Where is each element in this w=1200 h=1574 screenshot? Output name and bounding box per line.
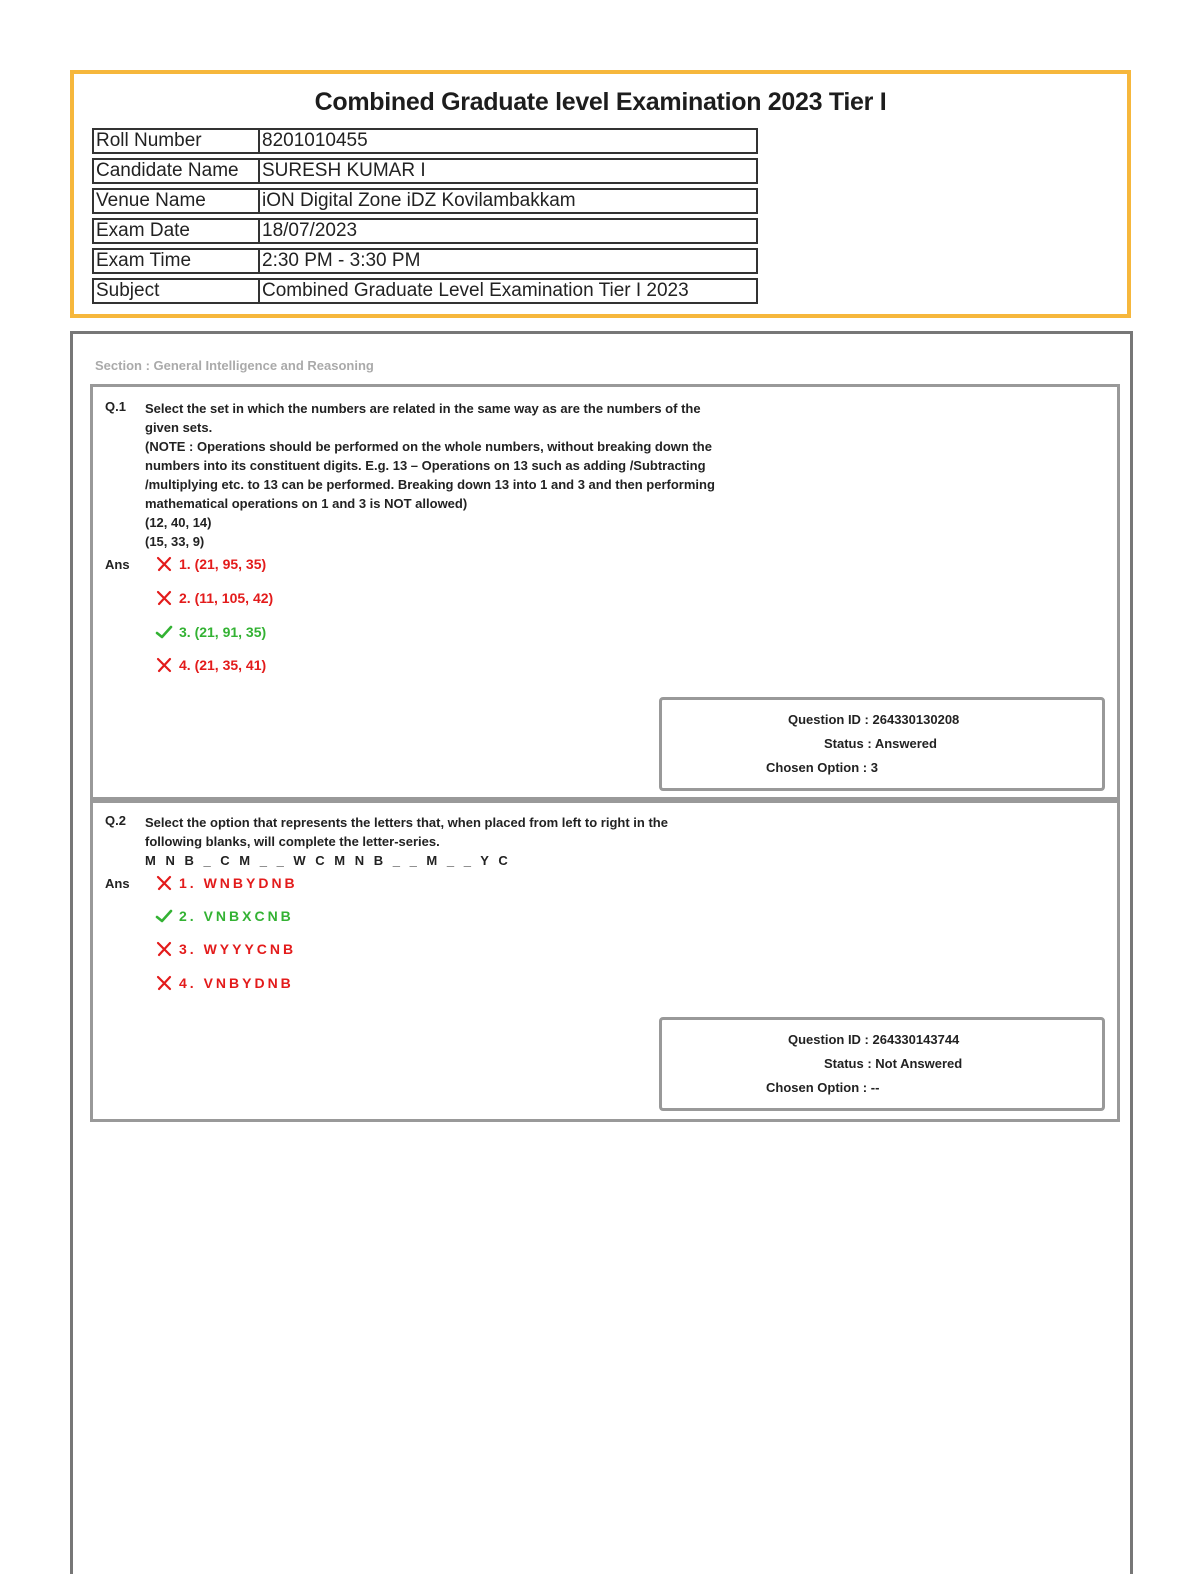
venue-name-label: Venue Name <box>92 188 260 214</box>
question-text-line: (12, 40, 14) <box>145 515 212 530</box>
cross-icon <box>155 555 173 573</box>
option-text: 4. (21, 35, 41) <box>179 657 267 673</box>
table-row <box>92 278 758 304</box>
question-card <box>90 384 1120 800</box>
option-3 <box>155 623 266 641</box>
option-2 <box>155 589 273 607</box>
status-value: Not Answered <box>875 1056 963 1071</box>
option-4 <box>155 656 266 674</box>
question-number: Q.1 <box>105 399 126 414</box>
question-id-value: 264330143744 <box>872 1032 960 1047</box>
status-value: Answered <box>874 736 937 751</box>
check-icon <box>155 907 173 925</box>
question-text-line: /multiplying etc. to 13 can be performed. Breaking down 13 into 1 and 3 and then performing <box>145 477 715 492</box>
question-text <box>145 813 825 870</box>
response-sheet <box>70 331 1133 1574</box>
subject-label: Subject <box>92 278 260 304</box>
venue-name-value: iON Digital Zone iDZ Kovilambakkam <box>260 188 758 214</box>
question-card <box>90 800 1120 1122</box>
roll-number-label: Roll Number <box>92 128 260 154</box>
question-number: Q.2 <box>105 813 126 828</box>
option-text: 4. VNBYDNB <box>179 975 294 991</box>
question-id-label: Question ID : <box>788 712 869 727</box>
cross-icon <box>155 974 173 992</box>
ans-label: Ans <box>105 876 130 891</box>
table-row <box>92 218 758 244</box>
chosen-option-value: 3 <box>870 760 878 775</box>
candidate-header <box>70 70 1131 318</box>
question-text-line: (15, 33, 9) <box>145 534 205 549</box>
option-text: 2. VNBXCNB <box>179 908 294 924</box>
question-meta <box>659 1017 1105 1111</box>
question-text-line: Select the set in which the numbers are related in the same way as are the numbers of the <box>145 401 701 416</box>
cross-icon <box>155 874 173 892</box>
exam-date-label: Exam Date <box>92 218 260 244</box>
chosen-option <box>766 1080 879 1095</box>
section-name: General Intelligence and Reasoning <box>153 358 374 373</box>
section-prefix: Section : <box>95 358 154 373</box>
option-1 <box>155 874 298 892</box>
option-2 <box>155 907 294 925</box>
exam-time-value: 2:30 PM - 3:30 PM <box>260 248 758 274</box>
status <box>824 1056 962 1071</box>
option-text: 2. (11, 105, 42) <box>179 590 274 606</box>
question-id-value: 264330130208 <box>872 712 960 727</box>
question-text-line: given sets. <box>145 420 213 435</box>
status-label: Status : <box>824 1056 872 1071</box>
chosen-option <box>766 760 878 775</box>
cross-icon <box>155 589 173 607</box>
ans-label: Ans <box>105 557 130 572</box>
question-text-line: following blanks, will complete the letter-series. <box>145 834 440 849</box>
option-4 <box>155 974 294 992</box>
question-text <box>145 399 825 551</box>
section-label <box>95 358 374 373</box>
cross-icon <box>155 940 173 958</box>
table-row <box>92 248 758 274</box>
exam-time-label: Exam Time <box>92 248 260 274</box>
question-id <box>788 1032 959 1047</box>
cross-icon <box>155 656 173 674</box>
candidate-name-label: Candidate Name <box>92 158 260 184</box>
question-text-line: M N B _ C M _ _ W C M N B _ _ M _ _ Y C <box>145 853 511 868</box>
status-label: Status : <box>824 736 872 751</box>
candidate-info-table <box>92 124 758 308</box>
table-row <box>92 188 758 214</box>
option-text: 1. (21, 95, 35) <box>179 556 267 572</box>
chosen-option-label: Chosen Option : <box>766 760 868 775</box>
chosen-option-value: -- <box>870 1080 880 1095</box>
question-text-line: mathematical operations on 1 and 3 is NOT allowed) <box>145 496 468 511</box>
exam-title: Combined Graduate level Examination 2023 Tier I <box>314 88 887 116</box>
option-3 <box>155 940 296 958</box>
table-row <box>92 158 758 184</box>
chosen-option-label: Chosen Option : <box>766 1080 868 1095</box>
subject-value: Combined Graduate Level Examination Tier I 2023 <box>260 278 758 304</box>
table-row <box>92 128 758 154</box>
roll-number-value: 8201010455 <box>260 128 758 154</box>
question-text-line: Select the option that represents the letters that, when placed from left to right in the <box>145 815 668 830</box>
question-meta <box>659 697 1105 791</box>
option-text: 1. WNBYDNB <box>179 875 298 891</box>
option-text: 3. WYYYCNB <box>179 941 297 957</box>
status <box>824 736 937 751</box>
question-id <box>788 712 959 727</box>
question-id-label: Question ID : <box>788 1032 869 1047</box>
option-1 <box>155 555 266 573</box>
exam-date-value: 18/07/2023 <box>260 218 758 244</box>
question-text-line: (NOTE : Operations should be performed on the whole numbers, without breaking down the <box>145 439 712 454</box>
candidate-name-value: SURESH KUMAR I <box>260 158 758 184</box>
option-text: 3. (21, 91, 35) <box>179 624 267 640</box>
check-icon <box>155 623 173 641</box>
question-text-line: numbers into its constituent digits. E.g. 13 – Operations on 13 such as adding /Subtracting <box>145 458 706 473</box>
